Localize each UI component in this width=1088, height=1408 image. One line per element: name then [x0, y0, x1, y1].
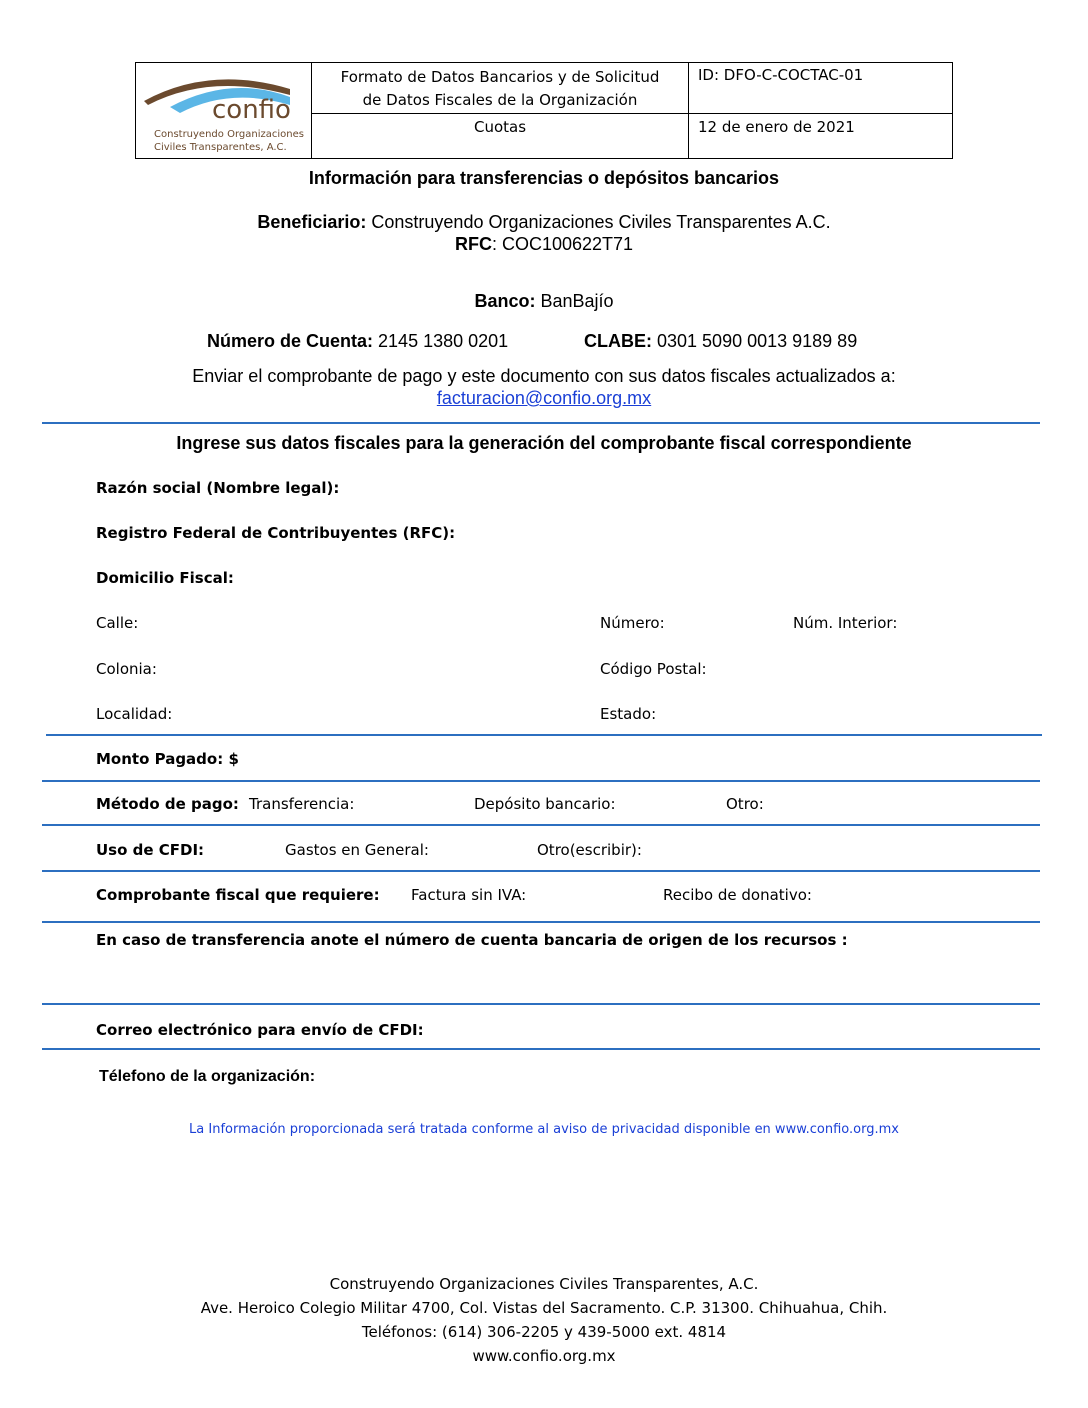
beneficiary-label: Beneficiario:: [257, 212, 367, 232]
doc-id: ID: DFO-C-COCTAC-01: [698, 66, 864, 84]
billing-email-link[interactable]: facturacion@confio.org.mx: [436, 388, 652, 408]
bank-value: BanBajío: [535, 291, 614, 311]
calle-label: Calle:: [96, 614, 139, 632]
transferencia-option: Transferencia:: [249, 795, 355, 813]
colonia-label: Colonia:: [96, 660, 157, 678]
doc-title: [312, 66, 688, 112]
domicilio-label: Domicilio Fiscal:: [96, 569, 234, 587]
numero-label: Número:: [600, 614, 665, 632]
estado-label: Estado:: [600, 705, 657, 723]
bank-heading: Información para transferencias o depósitos bancarios: [308, 168, 780, 188]
divider: [42, 870, 1040, 872]
cuenta-origen-label: En caso de transferencia anote el número de cuenta bancaria de origen de los recursos :: [96, 931, 848, 949]
header-table: [135, 62, 953, 159]
rfc-label: RFC: [454, 234, 492, 254]
monto-label: Monto Pagado: $: [96, 750, 239, 768]
codigo-postal-label: Código Postal:: [600, 660, 707, 678]
logo-subtitle: Civiles Transparentes, A.C.: [154, 142, 287, 153]
metodo-pago-label: Método de pago:: [96, 795, 239, 813]
clabe-label: CLABE:: [584, 331, 652, 351]
bank-line: [0, 291, 1088, 312]
comprobante-label: Comprobante fiscal que requiere:: [96, 886, 380, 904]
account-label: Número de Cuenta:: [207, 331, 374, 351]
uso-cfdi-label: Uso de CFDI:: [96, 841, 205, 859]
form-heading: Ingrese sus datos fiscales para la generación del comprobante fiscal correspondiente: [176, 433, 912, 453]
divider: [311, 113, 952, 114]
logo: [140, 67, 308, 155]
doc-date: 12 de enero de 2021: [698, 118, 855, 136]
bank-label: Banco:: [474, 291, 536, 311]
divider: [42, 780, 1040, 782]
divider: [42, 1048, 1040, 1050]
razon-social-label: Razón social (Nombre legal):: [96, 479, 340, 497]
recibo-option: Recibo de donativo:: [663, 886, 812, 904]
footer-org: Construyendo Organizaciones Civiles Transparentes, A.C.: [329, 1275, 759, 1293]
telefono-label: Télefono de la organización:: [99, 1068, 316, 1085]
factura-option: Factura sin IVA:: [411, 886, 527, 904]
footer-website: www.confio.org.mx: [472, 1347, 616, 1365]
footer-address: Ave. Heroico Colegio Militar 4700, Col. Vistas del Sacramento. C.P. 31300. Chihuahua, Chih.: [200, 1299, 888, 1317]
beneficiary-line: [0, 212, 1088, 233]
rfc-field-label: Registro Federal de Contribuyentes (RFC):: [96, 524, 456, 542]
divider: [42, 921, 1040, 923]
footer-phones: Teléfonos: (614) 306-2205 y 439-5000 ext. 4814: [361, 1323, 727, 1341]
divider: [42, 824, 1040, 826]
otro-option: Otro:: [726, 795, 764, 813]
logo-subtitle: Construyendo Organizaciones: [154, 129, 304, 140]
doc-title-line: de Datos Fiscales de la Organización: [362, 91, 638, 109]
clabe-line: [584, 331, 857, 352]
rfc-line: [0, 234, 1088, 255]
deposito-option: Depósito bancario:: [474, 795, 616, 813]
account-value: 2145 1380 0201: [373, 331, 509, 351]
email-link-wrap: [0, 388, 1088, 409]
gastos-option: Gastos en General:: [285, 841, 429, 859]
correo-label: Correo electrónico para envío de CFDI:: [96, 1021, 424, 1039]
divider: [42, 422, 1040, 424]
divider: [46, 734, 1042, 736]
clabe-value: 0301 5090 0013 9189 89: [652, 331, 858, 351]
doc-title-line: Formato de Datos Bancarios y de Solicitud: [340, 68, 660, 86]
localidad-label: Localidad:: [96, 705, 173, 723]
divider: [688, 63, 689, 158]
account-line: [207, 331, 508, 352]
privacy-notice: La Información proporcionada será tratada conforme al aviso de privacidad disponible en www.confio.org.mx: [189, 1122, 899, 1137]
send-instructions: Enviar el comprobante de pago y este documento con sus datos fiscales actualizados a:: [192, 366, 896, 386]
otro-escribir-option: Otro(escribir):: [537, 841, 642, 859]
num-interior-label: Núm. Interior:: [793, 614, 898, 632]
divider: [42, 1003, 1040, 1005]
beneficiary-value: Construyendo Organizaciones Civiles Transparentes A.C.: [366, 212, 831, 232]
rfc-value: : COC100622T71: [491, 234, 634, 254]
doc-subtitle: Cuotas: [473, 118, 527, 136]
logo-text: confio: [212, 95, 291, 125]
